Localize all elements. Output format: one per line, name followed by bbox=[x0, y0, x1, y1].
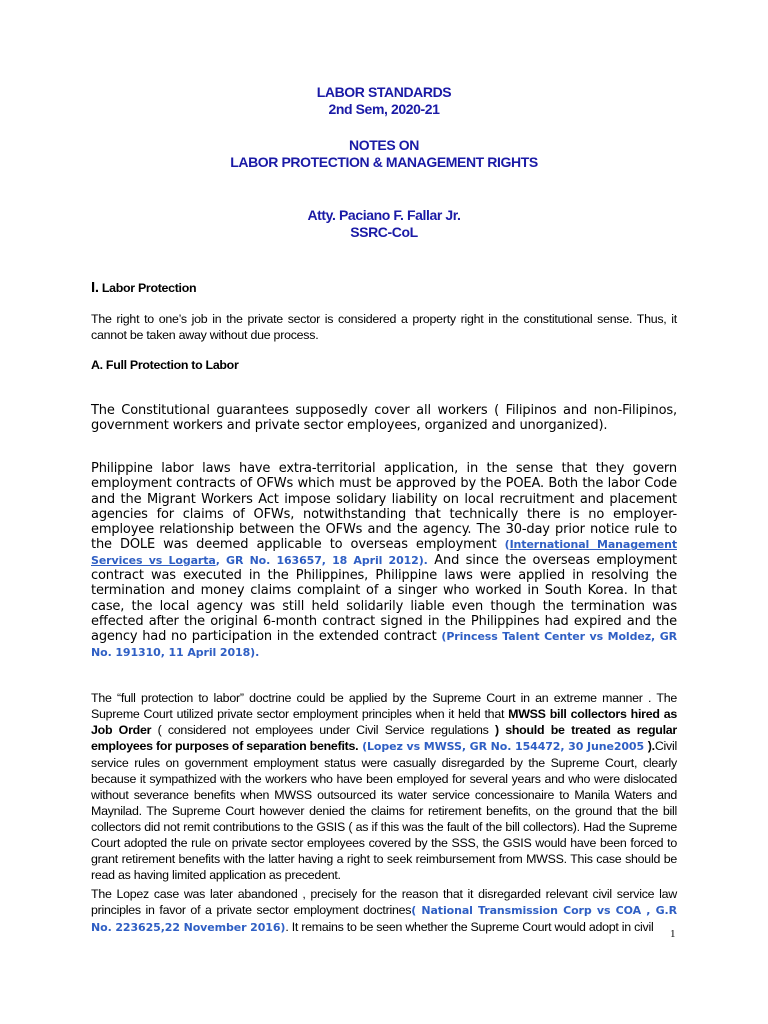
section-heading-1 bbox=[91, 279, 196, 296]
emphasis-regular: ) should be treated as regular employees for purposes of separation benefits. bbox=[91, 723, 677, 753]
title-line-1: LABOR STANDARDS bbox=[316, 84, 452, 100]
citation-transco: ( National Transmission Corp vs COA , G.R No. 223625,22 November 2016) bbox=[91, 904, 677, 934]
subsection-heading-a: A. Full Protection to Labor bbox=[91, 358, 239, 372]
paragraph-text: And since the overseas employment contract was executed in the Philippines, Philippine laws were applied in resolving the termination and money claims complaint of a singer who worked in South Korea. In that case, the local agency was still held solidarily liable even though the termination was effected after the original 6-month contract signed in the Philippines had expired and the agency had no participation in the extended contract bbox=[91, 552, 677, 645]
section-title: Labor Protection bbox=[101, 281, 197, 295]
page-number: 1 bbox=[670, 928, 676, 940]
author-block bbox=[0, 207, 768, 241]
section-intro-paragraph: The right to one’s job in the private sector is considered a property right in the constitutional sense. Thus, it cannot be taken away without due process. bbox=[91, 312, 677, 342]
citation-lopez: (Lopez vs MWSS, GR No. 154472, 30 June2005 bbox=[358, 740, 648, 753]
title-line-4: LABOR PROTECTION & MANAGEMENT RIGHTS bbox=[230, 154, 538, 170]
author-name: Atty. Paciano F. Fallar Jr. bbox=[307, 207, 461, 223]
school-name: SSRC-CoL bbox=[350, 224, 418, 240]
title-line-2: 2nd Sem, 2020-21 bbox=[328, 101, 440, 117]
course-title bbox=[0, 84, 768, 118]
paragraph-constitutional: The Constitutional guarantees supposedly cover all workers ( Filipinos and non-Filipinos, government workers and private sector employees, organized and unorganized). bbox=[91, 403, 677, 434]
case-link-logarta[interactable]: International Management Services vs Logarta bbox=[91, 538, 677, 567]
paragraph-text: Philippine labor laws have extra-territorial application, in the sense that they govern employment contracts of OFWs which must be approved by the POEA. Both the labor Code and the Migrant Workers Act impose solidary liability on local recruitment and placement agencies for claims of OFWs, notwithstanding that technically there is no employer-employee relationship between the OFWs and the agency. The 30-day prior notice rule to the DOLE was deemed applicable to overseas employment bbox=[91, 461, 677, 553]
paragraph-extraterritorial bbox=[91, 461, 677, 660]
section-number: I. bbox=[91, 279, 99, 296]
citation-princess-talent: (Princess Talent Center vs Moldez, GR No. 191310, 11 April 2018). bbox=[91, 630, 677, 659]
emphasis-mwss: MWSS bill collectors hired as Job Order bbox=[91, 707, 677, 737]
paragraph-lopez-abandoned: The Lopez case was later abandoned , precisely for the reason that it disregarded relevant civil service law principles in favor of a private sector employment doctrines( National Transmission Corp vs COA , G.R No. 223625,22 November 2016). It remains to be seen whether the Supreme Court would adopt in civil bbox=[91, 887, 677, 934]
paragraph-full-protection: The “full protection to labor” doctrine could be applied by the Supreme Court in an extreme manner . The Supreme Court utilized private sector employment principles when it held that MWSS bill collectors hired as Job Order ( considered not employees under Civil Service regulations ) should be treated as regular employees for purposes of separation benefits. (Lopez vs MWSS, GR No. 154472, 30 June2005 ).Civil service rules on government employment status were casually disregarded by the Supreme Court, clearly because it sympathized with the workers who have been employed for several years and who were dislocated without severance benefits when MWSS outsourced its water service concessionaire to Manila Waters and Maynilad. The Supreme Court however denied the claims for retirement benefits, on the ground that the bill collectors did not remit contributions to the GSIS ( as if this was the fault of the bill collectors). Had the Supreme Court adopted the rule on private sector employees covered by the SSS, the GSIS would have been forced to grant retirement benefits with the latter having a right to seek reimbursement from MWSS. This case should be read as having limited application as precedent. bbox=[91, 691, 677, 882]
citation-logarta: (International Management Services vs Logarta, GR No. 163657, 18 April 2012). bbox=[91, 538, 677, 567]
title-line-3: NOTES ON bbox=[349, 137, 419, 153]
notes-title bbox=[0, 137, 768, 171]
